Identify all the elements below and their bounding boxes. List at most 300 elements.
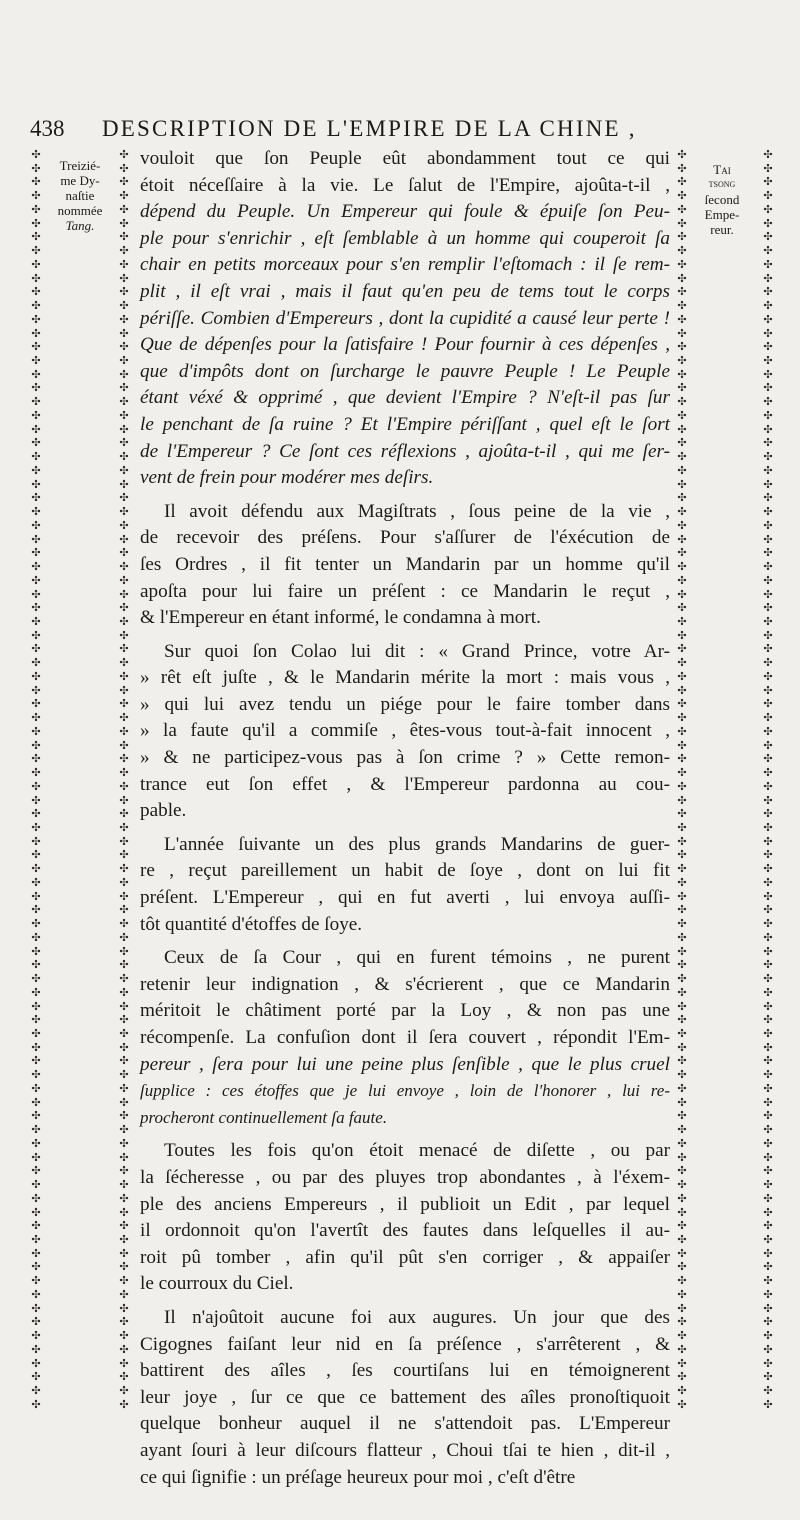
ornament-glyph: ✣	[119, 863, 129, 876]
ornament-glyph: ✣	[31, 519, 41, 532]
ornament-glyph: ✣	[677, 1316, 687, 1329]
text-line: Que de dépenſes pour la ſatisfaire ! Pour fournir à ces dépenſes ,	[140, 334, 670, 356]
ornament-glyph: ✣	[677, 574, 687, 587]
ornament-glyph: ✣	[31, 986, 41, 999]
ornament-glyph: ✣	[119, 794, 129, 807]
ornament-glyph: ✣	[119, 1179, 129, 1192]
ornament-glyph: ✣	[677, 643, 687, 656]
margin-note-line: reur.	[710, 222, 734, 237]
ornament-glyph: ✣	[763, 670, 773, 683]
text-line: trance eut ſon effet , & l'Empereur pardonna au cou-	[140, 773, 670, 795]
ornament-glyph: ✣	[763, 1028, 773, 1040]
ornament-glyph: ✣	[31, 1082, 41, 1095]
text-line: procheront continuellement ſa faute.	[140, 1107, 388, 1127]
ornament-glyph: ✣	[763, 821, 773, 834]
paragraph	[140, 945, 670, 1131]
text-line: ayant ſouri à leur diſcours flatteur , Choui tſai te hien , dit-il ,	[140, 1439, 670, 1461]
ornament-glyph: ✣	[763, 835, 773, 848]
ornament-glyph: ✣	[677, 753, 687, 766]
ornament-glyph: ✣	[763, 629, 773, 642]
ornament-glyph: ✣	[119, 1371, 129, 1384]
ornament-glyph: ✣	[31, 203, 41, 216]
text-line: ce qui ſignifie : un préſage heureux pour moi , c'eſt d'être	[140, 1466, 576, 1488]
ornament-glyph: ✣	[677, 327, 687, 340]
ornament-glyph: ✣	[119, 629, 129, 642]
ornament-glyph: ✣	[677, 1137, 687, 1150]
ornament-glyph: ✣	[763, 423, 773, 436]
ornament-glyph: ✣	[763, 986, 773, 999]
ornament-glyph: ✣	[677, 492, 687, 505]
text-line: étoit néceſſaire à la vie. Le ſalut de l'Empire, ajoûta-t-il ,	[140, 174, 670, 196]
ornament-glyph: ✣	[677, 1234, 687, 1247]
ornament-glyph: ✣	[677, 245, 687, 258]
ornament-glyph: ✣	[31, 1165, 41, 1178]
ornament-glyph: ✣	[677, 1247, 687, 1260]
ornament-glyph: ✣	[31, 684, 41, 697]
margin-note-line: ſecond	[704, 192, 740, 207]
ornament-glyph: ✣	[31, 533, 41, 546]
ornament-glyph: ✣	[677, 945, 687, 958]
ornament-glyph: ✣	[119, 808, 129, 821]
ornament-glyph: ✣	[119, 574, 129, 587]
ornament-glyph: ✣	[119, 382, 129, 395]
ornament-glyph: ✣	[763, 561, 773, 574]
margin-note-line: Empe-	[704, 207, 740, 222]
ornament-glyph: ✣	[31, 313, 41, 326]
ornament-glyph: ✣	[763, 1234, 773, 1247]
ornament-glyph: ✣	[763, 519, 773, 532]
ornament-glyph: ✣	[763, 506, 773, 519]
text-line: périſſe. Combien d'Empereurs , dont la cupidité a causé leur perte !	[140, 307, 670, 329]
ornament-glyph: ✣	[677, 258, 687, 271]
ornament-glyph: ✣	[119, 1343, 129, 1356]
paragraph	[140, 1305, 670, 1491]
ornament-glyph: ✣	[31, 1247, 41, 1260]
ornament-glyph: ✣	[119, 506, 129, 519]
ornament-glyph: ✣	[677, 478, 687, 491]
text-line: & l'Empereur en étant informé, le condamna à mort.	[140, 607, 541, 629]
text-line: battirent des aîles , ſes courtiſans lui en témoignerent	[140, 1360, 670, 1382]
ornament-glyph: ✣	[31, 931, 41, 944]
ornament-glyph: ✣	[31, 1385, 41, 1398]
text-line: Ceux de ſa Cour , qui en furent témoins , ne purent	[164, 947, 670, 969]
ornament-glyph: ✣	[119, 849, 129, 862]
text-line: chair en petits morceaux pour s'en remplir l'eſtomach : il ſe rem-	[140, 254, 670, 276]
ornament-glyph: ✣	[119, 162, 129, 175]
ornament-glyph: ✣	[763, 313, 773, 326]
ornament-glyph: ✣	[677, 396, 687, 409]
page-number: 438	[30, 116, 65, 141]
ornament-glyph: ✣	[677, 464, 687, 477]
ornament-glyph: ✣	[763, 1398, 773, 1411]
ornament-glyph: ✣	[677, 561, 687, 574]
ornament-glyph: ✣	[677, 712, 687, 725]
ornament-glyph: ✣	[677, 849, 687, 862]
ornament-glyph: ✣	[677, 1275, 687, 1288]
ornament-glyph: ✣	[119, 1082, 129, 1095]
ornament-glyph: ✣	[763, 959, 773, 972]
ornament-glyph: ✣	[677, 918, 687, 931]
ornament-glyph: ✣	[119, 753, 129, 766]
ornament-glyph: ✣	[763, 1330, 773, 1343]
ornament-glyph: ✣	[119, 217, 129, 230]
ornament-glyph: ✣	[31, 1096, 41, 1109]
ornament-glyph: ✣	[31, 1316, 41, 1329]
ornament-glyph: ✣	[763, 918, 773, 931]
ornament-glyph: ✣	[119, 437, 129, 450]
ornament-glyph: ✣	[763, 1014, 773, 1027]
text-line: re , reçut pareillement un habit de ſoye , dont on lui fit	[140, 860, 670, 882]
ornament-glyph: ✣	[31, 588, 41, 601]
ornament-glyph: ✣	[31, 1330, 41, 1343]
ornament-glyph: ✣	[763, 712, 773, 725]
ornament-glyph: ✣	[677, 547, 687, 560]
ornament-glyph: ✣	[31, 1028, 41, 1040]
ornament-glyph: ✣	[31, 821, 41, 834]
ornament-glyph: ✣	[119, 767, 129, 780]
ornament-glyph: ✣	[31, 258, 41, 271]
ornament-glyph: ✣	[677, 684, 687, 697]
ornament-glyph: ✣	[119, 1124, 129, 1137]
paragraph-gap	[140, 632, 670, 639]
ornament-glyph: ✣	[31, 1261, 41, 1274]
ornament-glyph: ✣	[763, 574, 773, 587]
ornament-glyph: ✣	[677, 698, 687, 711]
text-line: leur joye , ſur ce que ce battement des aîles pronoſtiquoit	[140, 1386, 670, 1408]
text-line: retenir leur indignation , & s'écrierent , que ce Mandarin	[140, 973, 670, 995]
paragraph-gap	[140, 1298, 670, 1305]
ornament-glyph: ✣	[763, 794, 773, 807]
ornament-glyph: ✣	[31, 396, 41, 409]
ornament-glyph: ✣	[763, 849, 773, 862]
ornament-glyph: ✣	[31, 1192, 41, 1205]
ornament-glyph: ✣	[31, 355, 41, 368]
ornament-glyph: ✣	[31, 409, 41, 422]
ornament-glyph: ✣	[31, 808, 41, 821]
ornament-glyph: ✣	[763, 245, 773, 258]
ornament-glyph: ✣	[31, 1234, 41, 1247]
ornament-glyph: ✣	[119, 258, 129, 271]
text-line: Il avoit défendu aux Magiſtrats , ſous peine de la vie ,	[164, 500, 670, 522]
ornament-glyph: ✣	[31, 574, 41, 587]
ornament-glyph: ✣	[763, 437, 773, 450]
ornament-glyph: ✣	[677, 1055, 687, 1068]
text-line: pable.	[140, 800, 187, 822]
ornament-glyph: ✣	[677, 876, 687, 889]
ornament-glyph: ✣	[119, 368, 129, 381]
ornament-glyph: ✣	[119, 1330, 129, 1343]
paragraph-gap	[140, 825, 670, 832]
ornament-glyph: ✣	[763, 355, 773, 368]
ornament-glyph: ✣	[763, 780, 773, 793]
margin-note-line: Tai	[713, 162, 731, 177]
ornament-glyph: ✣	[763, 327, 773, 340]
ornament-glyph: ✣	[119, 1151, 129, 1164]
ornament-glyph: ✣	[763, 1041, 773, 1054]
text-line: il ordonnoit qu'on l'avertît des fautes dans leſquelles il au-	[140, 1220, 670, 1242]
text-line: L'année ſuivante un des plus grands Mandarins de guer-	[164, 833, 670, 855]
ornament-glyph: ✣	[119, 739, 129, 752]
ornament-glyph: ✣	[119, 698, 129, 711]
ornament-glyph: ✣	[31, 973, 41, 986]
ornament-glyph: ✣	[763, 478, 773, 491]
ornament-glyph: ✣	[763, 602, 773, 615]
ornament-glyph: ✣	[763, 300, 773, 313]
ornament-glyph: ✣	[31, 1275, 41, 1288]
text-line: préſent. L'Empereur , qui en fut averti , lui envoya auſſi-	[140, 887, 670, 909]
ornament-glyph: ✣	[763, 931, 773, 944]
ornament-glyph: ✣	[31, 629, 41, 642]
text-line: le courroux du Ciel.	[140, 1273, 294, 1295]
ornament-glyph: ✣	[677, 780, 687, 793]
ornament-glyph: ✣	[31, 876, 41, 889]
ornament-glyph: ✣	[119, 602, 129, 615]
ornament-glyph: ✣	[677, 1124, 687, 1137]
ornament-glyph: ✣	[763, 533, 773, 546]
ornament-glyph: ✣	[677, 1069, 687, 1082]
ornament-glyph: ✣	[119, 561, 129, 574]
ornament-glyph: ✣	[31, 918, 41, 931]
ornament-glyph: ✣	[31, 1206, 41, 1219]
ornament-glyph: ✣	[31, 615, 41, 628]
ornament-glyph: ✣	[677, 1151, 687, 1164]
ornament-glyph: ✣	[763, 1055, 773, 1068]
ornament-glyph: ✣	[763, 1192, 773, 1205]
ornament-glyph: ✣	[119, 423, 129, 436]
ornament-glyph: ✣	[763, 890, 773, 903]
ornament-glyph: ✣	[119, 821, 129, 834]
ornament-glyph: ✣	[677, 217, 687, 230]
ornament-glyph: ✣	[677, 1206, 687, 1219]
ornament-glyph: ✣	[677, 341, 687, 354]
text-line: vouloit que ſon Peuple eût abondamment tout ce qui	[140, 148, 670, 169]
ornament-glyph: ✣	[677, 533, 687, 546]
text-line: quelque bonheur auquel il ne s'attendoit pas. L'Empereur	[140, 1413, 670, 1435]
ornament-glyph: ✣	[677, 162, 687, 175]
ornament-glyph: ✣	[31, 231, 41, 244]
ornament-glyph: ✣	[119, 1137, 129, 1150]
text-line: méritoit le châtiment porté par la Loy , & non pas une	[140, 1000, 670, 1022]
ornament-glyph: ✣	[119, 1110, 129, 1123]
ornament-glyph: ✣	[31, 437, 41, 450]
ornament-glyph: ✣	[763, 753, 773, 766]
ornament-glyph: ✣	[119, 835, 129, 848]
ornament-glyph: ✣	[31, 794, 41, 807]
ornament-glyph: ✣	[763, 863, 773, 876]
ornament-glyph: ✣	[31, 657, 41, 670]
ornament-glyph: ✣	[119, 464, 129, 477]
ornament-glyph: ✣	[763, 1000, 773, 1013]
running-title: DESCRIPTION DE L'EMPIRE DE LA CHINE ,	[102, 116, 637, 141]
ornament-glyph: ✣	[763, 1385, 773, 1398]
ornament-glyph: ✣	[677, 437, 687, 450]
text-line: récompenſe. La confuſion dont il ſera couvert , répondit l'Em-	[140, 1027, 670, 1048]
ornament-glyph: ✣	[677, 973, 687, 986]
ornament-glyph: ✣	[677, 1192, 687, 1205]
ornament-glyph: ✣	[119, 1055, 129, 1068]
ornament-glyph: ✣	[763, 451, 773, 464]
text-line: roit pû tomber , afin qu'il pût s'en corriger , & appaiſer	[140, 1246, 670, 1268]
ornament-glyph: ✣	[677, 1385, 687, 1398]
ornament-glyph: ✣	[31, 753, 41, 766]
ornament-glyph: ✣	[677, 602, 687, 615]
margin-note-line: Treizié-	[59, 158, 101, 173]
ornament-glyph: ✣	[677, 1288, 687, 1301]
ornament-glyph: ✣	[119, 533, 129, 546]
ornament-glyph: ✣	[31, 506, 41, 519]
ornament-glyph: ✣	[119, 890, 129, 903]
ornament-glyph: ✣	[763, 1357, 773, 1370]
ornament-glyph: ✣	[677, 1261, 687, 1274]
ornament-glyph: ✣	[119, 478, 129, 491]
ornament-glyph: ✣	[763, 396, 773, 409]
ornament-glyph: ✣	[31, 725, 41, 738]
ornament-glyph: ✣	[119, 190, 129, 203]
ornament-glyph: ✣	[677, 1082, 687, 1095]
ornament-glyph: ✣	[677, 368, 687, 381]
ornament-glyph: ✣	[763, 492, 773, 505]
ornament-glyph: ✣	[31, 286, 41, 299]
ornament-glyph: ✣	[31, 780, 41, 793]
ornament-glyph: ✣	[763, 657, 773, 670]
ornament-glyph: ✣	[31, 341, 41, 354]
ornament-glyph: ✣	[763, 684, 773, 697]
ornament-glyph: ✣	[119, 973, 129, 986]
ornament-glyph: ✣	[31, 945, 41, 958]
ornament-glyph: ✣	[31, 670, 41, 683]
ornament-glyph: ✣	[677, 1179, 687, 1192]
ornament-glyph: ✣	[31, 1343, 41, 1356]
ornament-glyph: ✣	[677, 1028, 687, 1040]
text-line: ſupplice : ces étoffes que je lui envoye , loin de l'honorer , lui re-	[140, 1081, 670, 1101]
ornament-glyph: ✣	[677, 794, 687, 807]
ornament-glyph: ✣	[677, 986, 687, 999]
ornament-glyph: ✣	[31, 1288, 41, 1301]
ornament-glyph: ✣	[763, 1179, 773, 1192]
ornament-glyph: ✣	[119, 313, 129, 326]
ornament-glyph: ✣	[677, 1302, 687, 1315]
ornament-glyph: ✣	[119, 931, 129, 944]
ornament-glyph: ✣	[31, 423, 41, 436]
ornament-glyph: ✣	[119, 519, 129, 532]
ornament-glyph: ✣	[763, 162, 773, 175]
ornament-glyph: ✣	[677, 423, 687, 436]
ornament-glyph: ✣	[763, 382, 773, 395]
ornament-glyph: ✣	[31, 451, 41, 464]
ornament-glyph: ✣	[763, 1220, 773, 1233]
ornament-glyph: ✣	[119, 1357, 129, 1370]
ornament-glyph: ✣	[119, 149, 129, 161]
ornament-glyph: ✣	[119, 245, 129, 258]
text-line: Toutes les fois qu'on étoit menacé de diſette , ou par	[164, 1140, 670, 1162]
ornament-glyph: ✣	[119, 1220, 129, 1233]
margin-note-emperor	[690, 162, 754, 237]
ornament-glyph: ✣	[763, 643, 773, 656]
ornament-glyph: ✣	[763, 1288, 773, 1301]
margin-note-line: Tang.	[65, 218, 95, 233]
ornament-glyph: ✣	[763, 231, 773, 244]
ornament-glyph: ✣	[677, 1343, 687, 1356]
ornament-glyph: ✣	[677, 931, 687, 944]
ornament-glyph: ✣	[119, 1234, 129, 1247]
ornament-glyph: ✣	[119, 1014, 129, 1027]
ornament-glyph: ✣	[677, 286, 687, 299]
ornament-glyph: ✣	[119, 684, 129, 697]
ornament-glyph: ✣	[763, 341, 773, 354]
ornament-glyph: ✣	[31, 1398, 41, 1411]
text-line: la ſécheresse , ou par des pluyes trop abondantes , à l'éxem-	[140, 1166, 670, 1188]
margin-note-line: naſtie	[65, 188, 95, 203]
ornament-glyph: ✣	[119, 1165, 129, 1178]
ornament-glyph: ✣	[119, 492, 129, 505]
ornament-glyph: ✣	[119, 1398, 129, 1411]
ornament-glyph: ✣	[677, 1014, 687, 1027]
ornament-glyph: ✣	[763, 272, 773, 285]
ornament-glyph: ✣	[763, 203, 773, 216]
ornament-glyph: ✣	[31, 602, 41, 615]
ornament-glyph: ✣	[119, 1069, 129, 1082]
ornament-glyph: ✣	[119, 1261, 129, 1274]
ornament-glyph: ✣	[677, 767, 687, 780]
ornament-glyph: ✣	[119, 451, 129, 464]
ornament-glyph: ✣	[677, 300, 687, 313]
ornament-glyph: ✣	[31, 643, 41, 656]
ornament-glyph: ✣	[31, 1069, 41, 1082]
ornament-glyph: ✣	[31, 1302, 41, 1315]
ornament-glyph: ✣	[119, 1096, 129, 1109]
ornament-glyph: ✣	[31, 698, 41, 711]
margin-note-line: me Dy-	[60, 173, 100, 188]
ornament-glyph: ✣	[677, 519, 687, 532]
ornament-glyph: ✣	[31, 1220, 41, 1233]
text-line: apoſta pour lui faire un préſent : ce Mandarin le reçut ,	[140, 580, 670, 602]
ornament-glyph: ✣	[677, 670, 687, 683]
ornament-glyph: ✣	[763, 368, 773, 381]
ornament-glyph: ✣	[763, 1165, 773, 1178]
ornament-glyph: ✣	[763, 767, 773, 780]
ornament-glyph: ✣	[119, 588, 129, 601]
ornament-glyph: ✣	[677, 890, 687, 903]
ornament-glyph: ✣	[763, 286, 773, 299]
ornament-glyph: ✣	[763, 904, 773, 917]
ornament-glyph: ✣	[31, 217, 41, 230]
ornament-glyph: ✣	[31, 382, 41, 395]
ornament-glyph: ✣	[119, 396, 129, 409]
running-head	[30, 116, 760, 150]
ornament-glyph: ✣	[763, 1082, 773, 1095]
ornament-glyph: ✣	[677, 1220, 687, 1233]
ornament-glyph: ✣	[677, 863, 687, 876]
ornament-glyph: ✣	[119, 918, 129, 931]
ornament-column-right	[674, 150, 690, 1412]
ornament-glyph: ✣	[763, 1206, 773, 1219]
ornament-glyph: ✣	[763, 615, 773, 628]
ornament-glyph: ✣	[119, 1275, 129, 1288]
ornament-glyph: ✣	[677, 1398, 687, 1411]
ornament-glyph: ✣	[31, 547, 41, 560]
margin-note-line: tsong	[708, 178, 736, 190]
ornament-glyph: ✣	[119, 1302, 129, 1315]
ornament-glyph: ✣	[677, 1371, 687, 1384]
ornament-glyph: ✣	[677, 149, 687, 161]
ornament-glyph: ✣	[763, 1371, 773, 1384]
ornament-glyph: ✣	[677, 629, 687, 642]
ornament-glyph: ✣	[31, 162, 41, 175]
ornament-glyph: ✣	[677, 739, 687, 752]
ornament-glyph: ✣	[119, 712, 129, 725]
ornament-glyph: ✣	[31, 1110, 41, 1123]
paragraph	[140, 499, 670, 632]
